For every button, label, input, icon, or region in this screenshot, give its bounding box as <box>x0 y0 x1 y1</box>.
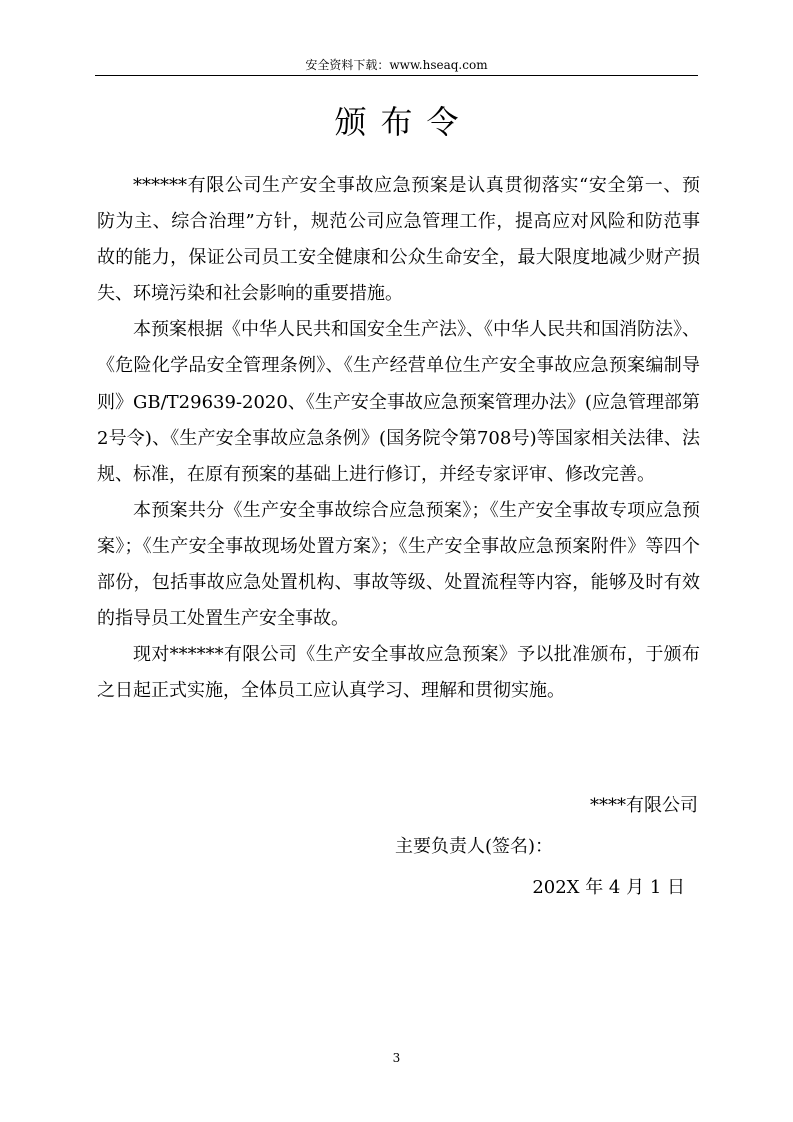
header-divider <box>95 75 698 76</box>
issue-date: 202X 年 4 月 1 日 <box>532 877 685 898</box>
paragraph-purpose: ******有限公司生产安全事故应急预案是认真贯彻落实“安全第一、预防为主、综合治理”方针，规范公司应急管理工作，提高应对风险和防范事故的能力，保证公司员工安全健康和公众生命安全，最大限度地减少财产损失、环境污染和社会影响的重要措施。 <box>97 175 700 305</box>
page-number: 3 <box>392 1051 401 1065</box>
document-title: 颁布令 <box>334 103 473 141</box>
page-header: 安全资料下载：www.hseaq.com <box>305 58 488 72</box>
paragraph-legal-basis: 本预案根据《中华人民共和国安全生产法》、《中华人民共和国消防法》、《危险化学品安全管理条例》、《生产经营单位生产安全事故应急预案编制导则》GB/T29639-2020、《生产安全事故应急预案管理办法》(应急管理部第2号令)、《生产安全事故应急条例》(国务院令第708号)等国家相关法律、法规、标准，在原有预案的基础上进行修订，并经专家评审、修改完善。 <box>97 319 700 485</box>
paragraph-structure: 本预案共分《生产安全事故综合应急预案》；《生产安全事故专项应急预案》；《生产安全事故现场处置方案》；《生产安全事故应急预案附件》等四个部份，包括事故应急处置机构、事故等级、处置流程等内容，能够及时有效的指导员工处置生产安全事故。 <box>97 499 700 630</box>
document-body <box>97 168 700 709</box>
paragraph-approval: 现对******有限公司《生产安全事故应急预案》予以批准颁布，于颁布之日起正式实施，全体员工应认真学习、理解和贯彻实施。 <box>97 644 700 702</box>
signatory-label: 主要负责人(签名)： <box>395 836 554 857</box>
company-name: ****有限公司 <box>590 795 698 816</box>
